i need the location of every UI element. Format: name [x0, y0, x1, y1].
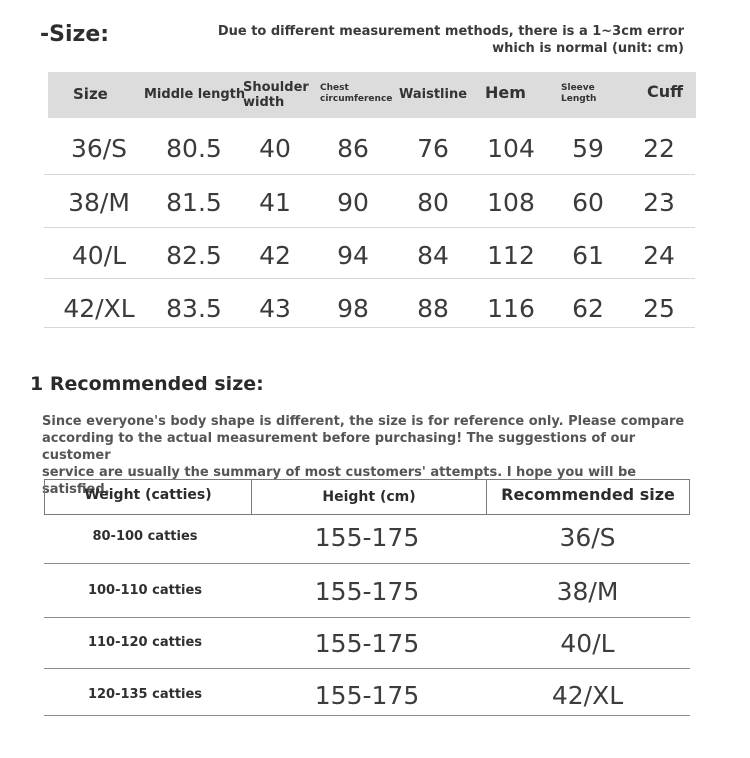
cell-cuff: 24 [643, 241, 675, 270]
header-sleeve-length [561, 83, 596, 105]
header-sleeve-line2: Length [561, 94, 597, 104]
cell-weight: 110-120 catties [87, 635, 203, 650]
cell-chest: 90 [337, 188, 369, 217]
cell-size: 36/S [70, 134, 128, 163]
row-divider [44, 278, 695, 279]
cell-weight: 120-135 catties [87, 687, 203, 702]
row-divider [44, 227, 695, 228]
size-table-header [48, 72, 696, 118]
cell-shoulder: 41 [259, 188, 291, 217]
header-chest-circumference [320, 83, 392, 105]
row-divider [44, 563, 690, 564]
recommended-description-line1: Since everyone's body shape is different, the size is for reference only. Please compare [42, 414, 685, 429]
cell-hem: 108 [487, 188, 535, 217]
cell-hem: 116 [487, 294, 535, 323]
row-divider [44, 174, 695, 175]
cell-middle-length: 82.5 [166, 241, 222, 270]
cell-cuff: 25 [643, 294, 675, 323]
recommended-table-header [44, 479, 690, 515]
header-shoulder-line2: width [243, 95, 285, 110]
cell-height: 155-175 [314, 577, 420, 606]
header-middle-length: Middle length [144, 87, 246, 102]
cell-shoulder: 43 [259, 294, 291, 323]
cell-height: 155-175 [314, 629, 420, 658]
cell-waist: 80 [417, 188, 449, 217]
header-height: Height (cm) [322, 489, 416, 505]
cell-sleeve: 59 [572, 134, 604, 163]
cell-sleeve: 62 [572, 294, 604, 323]
header-shoulder-width [243, 80, 309, 110]
cell-chest: 98 [337, 294, 369, 323]
cell-recommended-size: 38/M [556, 577, 619, 606]
recommended-table-row [44, 622, 690, 674]
header-waistline: Waistline [399, 87, 468, 102]
cell-recommended-size: 42/XL [551, 681, 624, 710]
header-chest-line1: Chest [320, 83, 349, 93]
cell-cuff: 22 [643, 134, 675, 163]
recommended-section-title: 1 Recommended size: [30, 373, 264, 395]
recommended-table-row [44, 674, 690, 726]
cell-size: 38/M [68, 188, 130, 217]
cell-waist: 88 [417, 294, 449, 323]
cell-shoulder: 40 [259, 134, 291, 163]
row-divider [44, 668, 690, 669]
cell-recommended-size: 36/S [559, 523, 616, 552]
cell-chest: 86 [337, 134, 369, 163]
recommended-description-line3: service are usually the summary of most customers' attempts. I hope you will be satisfied. [42, 465, 637, 497]
recommended-table-row [44, 516, 690, 568]
cell-hem: 104 [487, 134, 535, 163]
header-size: Size [73, 85, 108, 103]
cell-sleeve: 61 [572, 241, 604, 270]
size-table-row [44, 176, 695, 228]
cell-weight: 100-110 catties [87, 583, 203, 598]
measurement-note [214, 23, 684, 57]
size-table-row [44, 122, 695, 174]
cell-recommended-size: 40/L [560, 629, 615, 658]
cell-shoulder: 42 [259, 241, 291, 270]
cell-height: 155-175 [314, 523, 420, 552]
header-cuff: Cuff [647, 82, 684, 101]
header-shoulder-line1: Shoulder [243, 80, 309, 95]
cell-waist: 76 [417, 134, 449, 163]
measurement-note-line1: Due to different measurement methods, there is a 1~3cm error [217, 24, 684, 39]
cell-middle-length: 83.5 [166, 294, 222, 323]
cell-waist: 84 [417, 241, 449, 270]
size-table-row [44, 229, 695, 281]
row-divider [44, 327, 695, 328]
cell-size: 40/L [71, 241, 127, 270]
measurement-note-line2: which is normal (unit: cm) [492, 41, 684, 56]
header-chest-line2: circumference [320, 94, 393, 104]
header-hem: Hem [485, 83, 526, 102]
header-recommended-size: Recommended size [501, 485, 675, 504]
header-weight: Weight (catties) [84, 487, 212, 503]
cell-height: 155-175 [314, 681, 420, 710]
header-sleeve-line1: Sleeve [561, 83, 595, 93]
cell-hem: 112 [487, 241, 535, 270]
cell-sleeve: 60 [572, 188, 604, 217]
cell-middle-length: 81.5 [166, 188, 222, 217]
row-divider [44, 617, 690, 618]
cell-chest: 94 [337, 241, 369, 270]
recommended-table-row [44, 570, 690, 622]
cell-cuff: 23 [643, 188, 675, 217]
cell-middle-length: 80.5 [166, 134, 222, 163]
row-divider [44, 715, 690, 716]
cell-size: 42/XL [63, 294, 135, 323]
recommended-description-line2: according to the actual measurement before purchasing! The suggestions of our customer [42, 431, 636, 463]
cell-weight: 80-100 catties [92, 529, 198, 544]
size-section-title: -Size: [40, 22, 110, 47]
